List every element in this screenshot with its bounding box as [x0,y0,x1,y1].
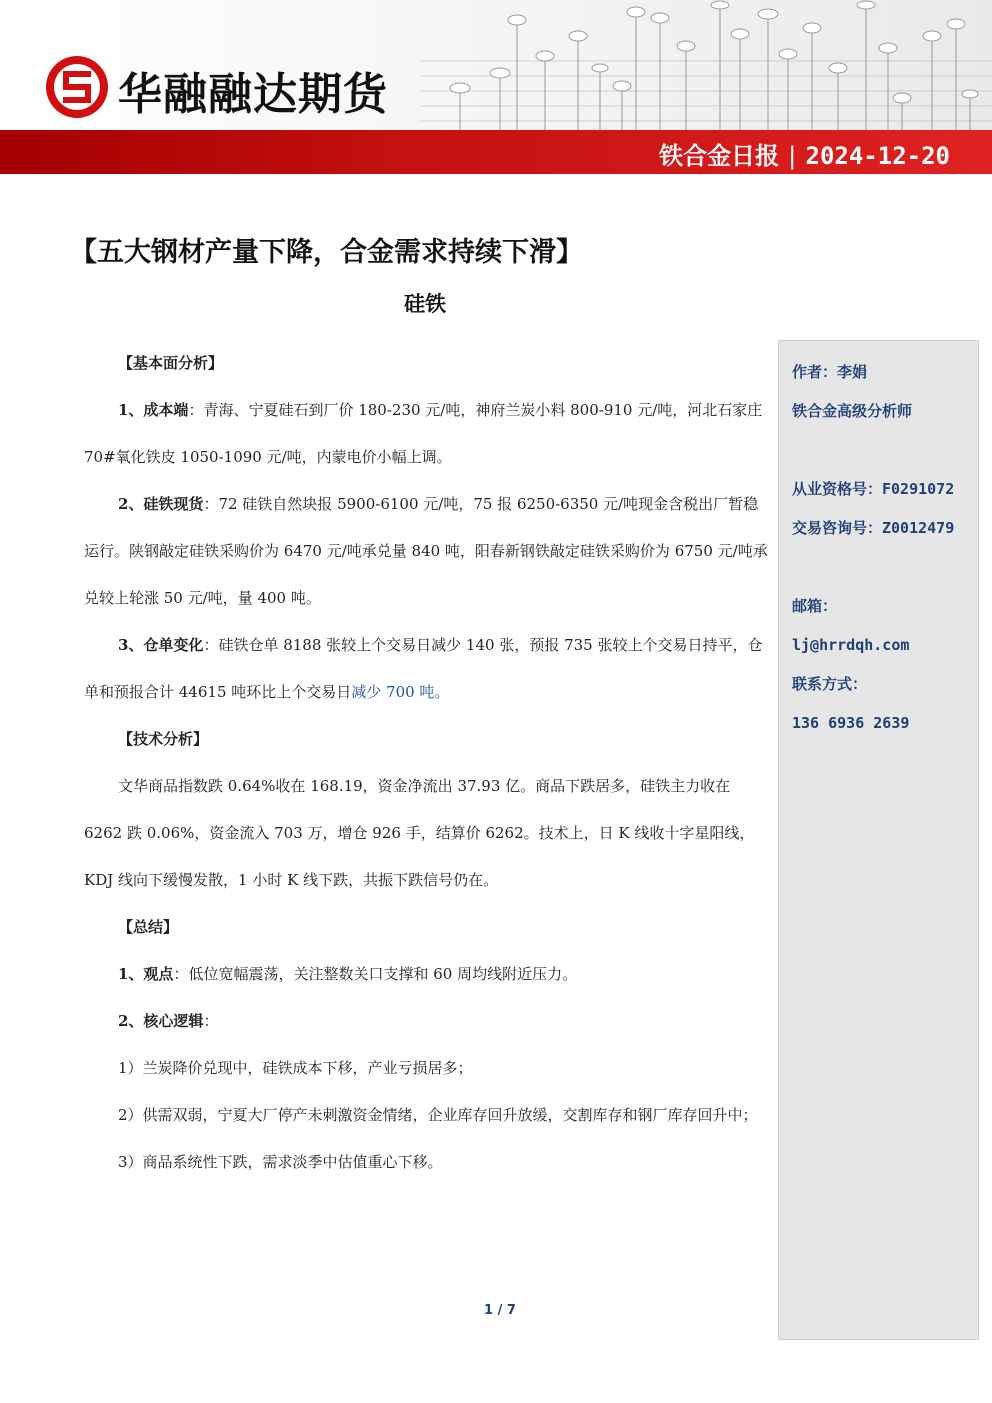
logic-item-2: 2）供需双弱，宁夏大厂停产未刺激资金情绪，企业库存回升放缓，交割库存和钢厂库存回升中； [118,1106,758,1124]
consult-number: 交易咨询号：Z0012479 [792,519,955,537]
spot-text: ：72 硅铁自然块报 5900-6100 元/吨，75 报 6250-6350 元/吨现金含税出厂暂稳运行。陕钢敲定硅铁采购价为 6470 元/吨承兑量 840 吨，阳春新钢铁敲定硅铁采购价为 6750 元/吨承兑较上轮涨 50 元/吨，量 400 吨。 [84,495,768,607]
subhead: 硅铁 [404,292,446,316]
logic-item-3: 3）商品系统性下跌，需求淡季中估值重心下移。 [118,1153,443,1171]
cost-paragraph [84,387,768,481]
logic-item-1: 1）兰炭降价兑现中，硅铁成本下移，产业亏损居多； [118,1059,473,1077]
report-title-bar [659,136,950,171]
title-divider: | [785,142,800,170]
author-name: 作者：李娟 [792,363,868,381]
spot-paragraph [84,481,768,622]
page-number: 1 / 7 [484,1303,516,1318]
brand-name: 华融融达期货 [118,69,388,120]
headline: 【五大钢材产量下降，合金需求持续下滑】 [70,237,583,268]
fundamentals-heading: 【基本面分析】 [118,354,224,372]
author-sidebar [778,340,979,1340]
warrant-highlight: 减少 700 吨。 [351,683,450,701]
cost-text: ：青海、宁夏硅石到厂价 180-230 元/吨，神府兰炭小料 800-910 元/吨，河北石家庄 70#氧化铁皮 1050-1090 元/吨，内蒙电价小幅上调。 [84,401,763,466]
warrant-text: ：硅铁仓单 8188 张较上个交易日减少 140 张，预报 735 张较上个交易日持平，仓单和预报合计 44615 吨环比上个交易日 [84,636,763,701]
qualification-number: 从业资格号：F0291072 [792,480,955,498]
email-address[interactable]: lj@hrrdqh.com [792,636,910,654]
cost-label: 1、成本端 [118,401,189,419]
report-date: 2024-12-20 [805,142,950,170]
phone-number: 136 6936 2639 [792,714,910,732]
contact-label: 联系方式： [792,675,868,693]
view-text: ：低位宽幅震荡，关注整数关口支撑和 60 周均线附近压力。 [173,965,578,983]
warrant-paragraph [84,622,768,716]
report-title: 铁合金日报 [659,142,780,170]
email-label: 邮箱： [792,597,838,615]
spot-label: 2、硅铁现货 [118,495,204,513]
spacer [792,548,978,587]
author-title: 铁合金高级分析师 [792,402,913,420]
logic-label: 2、核心逻辑 [118,1012,204,1030]
technical-heading: 【技术分析】 [118,730,209,748]
logic-heading [84,998,768,1045]
logic-suffix: ： [203,1012,219,1030]
view-paragraph [84,951,768,998]
warrant-label: 3、仓单变化 [118,636,204,654]
summary-heading: 【总结】 [118,918,179,936]
spacer [792,431,978,470]
technical-paragraph: 文华商品指数跌 0.64%收在 168.19，资金净流出 37.93 亿。商品下跌居多，硅铁主力收在 6262 跌 0.06%，资金流入 703 万，增仓 926 手，结算价 6262。技术上，日 K 线收十字星阳线，KDJ 线向下缓慢发散，1 小时 K 线下跌，共振下跌信号仍在。 [84,777,755,889]
company-logo-icon [44,54,110,120]
view-label: 1、观点 [118,965,174,983]
main-content [84,340,768,1186]
